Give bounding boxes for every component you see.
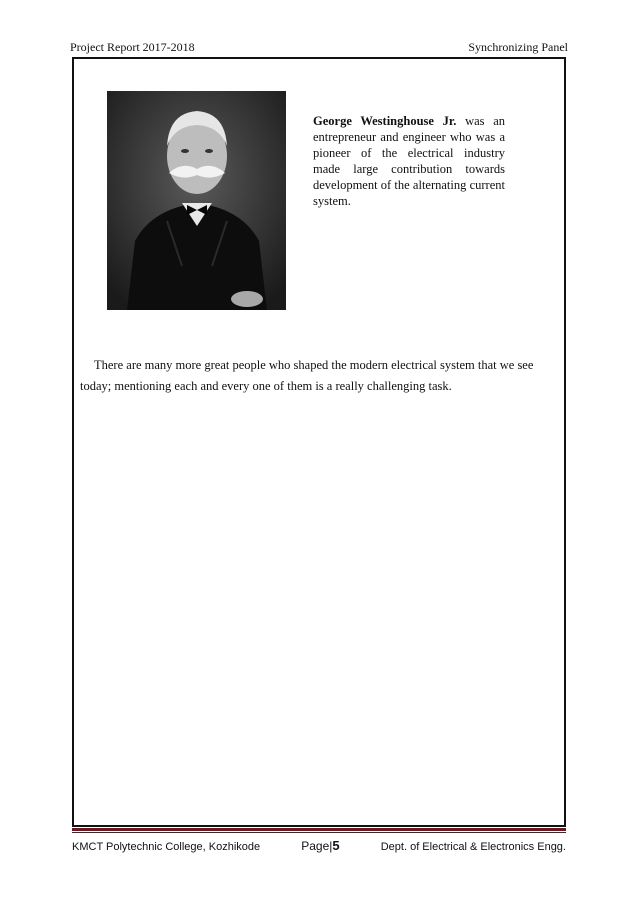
footer-rule-dark xyxy=(72,832,566,833)
page-header xyxy=(70,40,568,55)
footer-right: Dept. of Electrical & Electronics Engg. xyxy=(380,841,566,853)
caption-name: George Westinghouse Jr. xyxy=(313,114,457,128)
portrait-photo xyxy=(107,91,286,310)
footer-rule-maroon xyxy=(72,828,566,831)
footer-left: KMCT Polytechnic College, Kozhikode xyxy=(72,841,261,853)
header-left: Project Report 2017-2018 xyxy=(70,40,195,54)
portrait-illustration xyxy=(107,91,286,310)
footer-page xyxy=(301,838,339,853)
page-label: Page| xyxy=(301,839,333,853)
photo-caption xyxy=(313,113,505,209)
page-number: 5 xyxy=(332,838,340,853)
header-right: Synchronizing Panel xyxy=(468,40,568,54)
body-paragraph: There are many more great people who shaped the modern electrical system that we see today; mentioning each and every one of them is a really challenging task. xyxy=(80,358,534,393)
caption-text: was an entrepreneur and engineer who was a pioneer of the electrical industry made large contribution towards development of the alternating current system. xyxy=(313,114,505,208)
page-footer xyxy=(72,838,566,853)
